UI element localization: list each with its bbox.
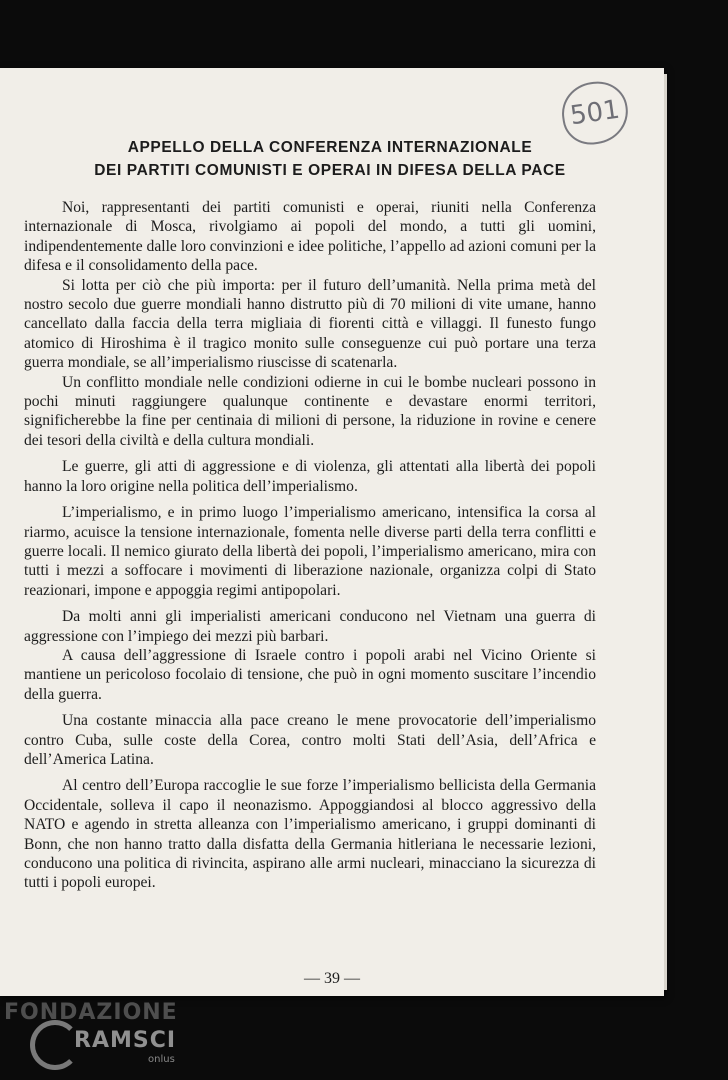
paragraph: Da molti anni gli imperialisti americani conducono nel Vietnam una guerra di aggressione con l’impiego dei mezzi più barbari. <box>24 608 596 645</box>
document-body <box>24 198 596 893</box>
watermark-line-2: RAMSCI <box>74 1028 177 1053</box>
document-title <box>40 136 620 182</box>
title-line-2: DEI PARTITI COMUNISTI E OPERAI IN DIFESA DELLA PACE <box>94 162 566 179</box>
watermark-logo <box>0 998 190 1078</box>
g-logo-icon <box>30 1020 80 1070</box>
paragraph: Le guerre, gli atti di aggressione e di violenza, gli attentati alla libertà dei popoli hanno la loro origine nella politica dell’imperialismo. <box>24 458 596 495</box>
watermark-line-1: FONDAZIONE <box>4 1000 178 1025</box>
paragraph: Una costante minaccia alla pace creano le mene provocatorie dell’imperialismo contro Cuba, sulle coste della Corea, contro molti Stati dell’Asia, dell’Africa e dell’America Latina. <box>24 712 596 768</box>
page-number: — 39 — <box>304 970 360 987</box>
title-line-1: APPELLO DELLA CONFERENZA INTERNAZIONALE <box>127 139 533 156</box>
paragraph: Noi, rappresentanti dei partiti comunisti e operai, riuniti nella Conferenza internazionale di Mosca, rivolgiamo ai popoli del mondo, a tutti gli uomini, indipendentemente dalle loro convinzioni e idee politiche, l’appello ad azioni comuni per la difesa e il consolidamento della pace. <box>24 199 597 275</box>
paragraph: Al centro dell’Europa raccoglie le sue forze l’imperialismo bellicista della Germania Occidentale, solleva il capo il neonazismo. Appoggiandosi al blocco aggressivo della NATO e agendo in stretta alleanza con l’imperialismo americano, i gruppi dominanti di Bonn, che non hanno tratto dalla disfatta della Germania hitleriana le necessarie lezioni, conducono una politica di rivincita, aspirano alle armi nucleari, minacciano la sicurezza di tutti i popoli europei. <box>24 777 596 892</box>
paragraph: A causa dell’aggressione di Israele contro i popoli arabi nel Vicino Oriente si mantiene un pericoloso focolaio di tensione, che può in ogni momento suscitare l’incendio della guerra. <box>24 646 596 703</box>
archive-stamp: 501 <box>558 78 632 149</box>
paragraph: Un conflitto mondiale nelle condizioni odierne in cui le bombe nucleari possono in pochi minuti raggiungere qualunque continente e devastare enormi territori, significherebbe la fine per centinaia di milioni di persone, la riduzione in rovine e cenere dei tesori della civiltà e della cultura mondiali. <box>24 373 596 449</box>
paragraph: Si lotta per ciò che più importa: per il futuro dell’umanità. Nella prima metà del nostro secolo due guerre mondiali hanno distrutto più di 70 milioni di vite umane, hanno cancellato dalla faccia della terra migliaia di fiorenti città e villaggi. Il funesto fungo atomico di Hiroshima è il tragico monito sulle conseguenze cui può portare una terza guerra mondiale, se all’imperialismo riuscisse di scatenarla. <box>24 276 596 372</box>
paragraph: L’imperialismo, e in primo luogo l’imperialismo americano, intensifica la corsa al riarmo, acuisce la tensione internazionale, fomenta nelle diverse parti della terra conflitti e guerre locali. Il nemico giurato della libertà dei popoli, l’imperialismo americano, mira con tutti i mezzi a soffocare i movimenti di liberazione nazionale, organizza colpi di Stato reazionari, impone e appoggia regimi antipopolari. <box>24 504 596 599</box>
watermark-line-3: onlus <box>148 1054 175 1065</box>
page-edge <box>664 74 667 990</box>
